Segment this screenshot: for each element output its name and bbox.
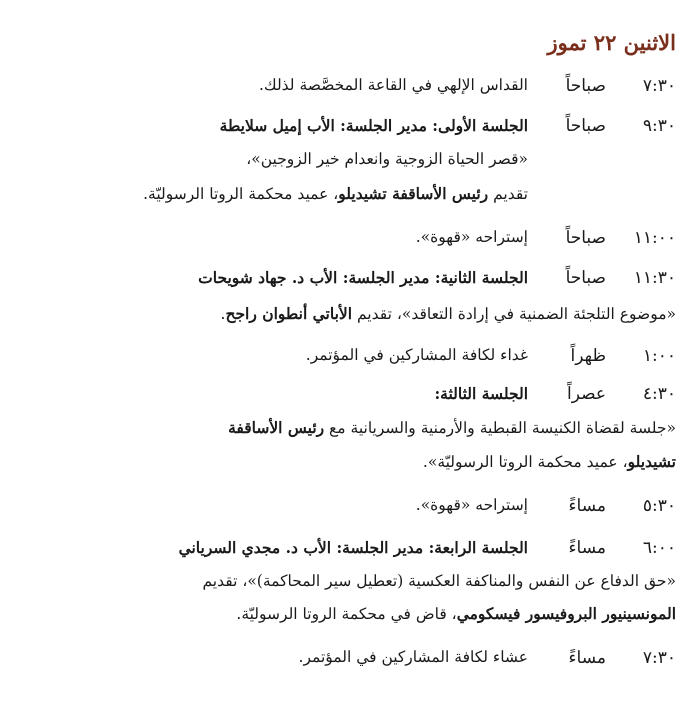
session-presenter-text [14,604,676,623]
session-presenter-text [14,184,528,203]
session-heading: الجلسة الثالثة: [434,384,528,403]
presenter-suffix: ، قاض في محكمة الروتا الرسوليّة. [236,605,457,623]
schedule-entry [0,496,690,526]
session-topic [0,304,690,334]
session-heading: الجلسة الرابعة: مدير الجلسة: الأب د. مجدي السرياني [178,538,528,557]
entry-period: عصراً [567,384,606,404]
entry-period: صباحاً [565,268,606,288]
entry-time: ٤:٣٠ [642,384,676,404]
session-topic-text: «قصر الحياة الزوجية وانعدام خير الزوجين»، [246,150,528,168]
session-topic-text: «حق الدفاع عن النفس والمناكفة العكسية (تعطيل سير المحاكمة)»، تقديم [202,572,676,590]
presenter-name: الأباتي أنطوان راجح [225,304,353,323]
entry-period: صباحاً [565,228,606,248]
topic-prefix: «موضوع التلجئة الضمنية في إرادة التعاقد»، تقديم [352,305,676,323]
session-presenter [0,452,690,482]
entry-time: ١:٠٠ [642,346,676,366]
topic-prefix: «جلسة لقضاة الكنيسة القبطية والأرمنية والسريانية مع [324,419,676,437]
session-presenter [0,184,690,214]
presenter-name: المونسينيور البروفيسور فيسكومي [456,604,676,623]
schedule-entry [0,228,690,258]
entry-period: مساءً [568,538,606,558]
schedule-entry [0,538,690,568]
entry-time: ٧:٣٠ [642,648,676,668]
schedule-entry [0,268,690,298]
session-topic-text [14,418,676,437]
entry-time: ٦:٠٠ [642,538,676,558]
entry-time: ١١:٣٠ [633,268,676,288]
session-topic [0,150,690,180]
schedule-entry [0,76,690,106]
session-topic [0,418,690,448]
session-topic-text [14,304,676,323]
day-title: الاثنين ٢٢ تموز [547,30,676,55]
schedule-entry [0,116,690,146]
schedule-entry [0,648,690,678]
entry-text: إستراحه «قهوة». [415,228,528,246]
entry-period: مساءً [568,496,606,516]
session-heading: الجلسة الأولى: مدير الجلسة: الأب إميل سلايطة [219,116,528,135]
entry-text: إستراحه «قهوة». [415,496,528,514]
entry-time: ٧:٣٠ [642,76,676,96]
entry-period: مساءً [568,648,606,668]
presenter-suffix: ، عميد محكمة الروتا الرسوليّة. [143,185,339,203]
entry-time: ١١:٠٠ [633,228,676,248]
session-presenter [0,604,690,634]
session-heading: الجلسة الثانية: مدير الجلسة: الأب د. جهاد شويحات [198,268,528,287]
entry-period: ظهراً [570,346,606,366]
presenter-name: رئيس الأساقفة [228,418,325,437]
presenter-prefix: تقديم [488,185,528,203]
presenter-name-cont: تشيديلو [627,452,676,471]
presenter-name: رئيس الأساقفة تشيديلو [338,184,489,203]
schedule-entry [0,384,690,414]
entry-time: ٥:٣٠ [642,496,676,516]
session-presenter-text [14,452,676,471]
entry-period: صباحاً [565,116,606,136]
entry-text: غداء لكافة المشاركين في المؤتمر. [305,346,528,364]
presenter-suffix: ، عميد محكمة الروتا الرسوليّة». [422,453,628,471]
schedule-entry [0,346,690,376]
entry-text: القداس الإلهي في القاعة المخصَّصة لذلك. [258,76,528,94]
entry-text: عشاء لكافة المشاركين في المؤتمر. [298,648,528,666]
entry-time: ٩:٣٠ [642,116,676,136]
topic-suffix: . [220,305,226,323]
entry-period: صباحاً [565,76,606,96]
session-topic [0,572,690,602]
